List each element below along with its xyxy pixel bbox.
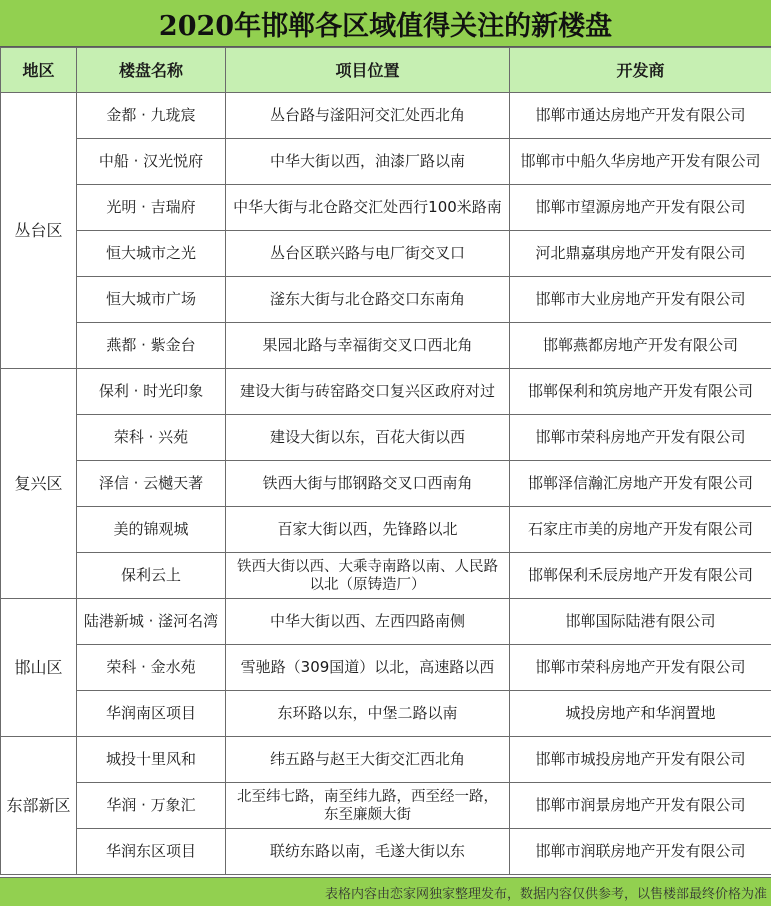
location-cell: [226, 645, 510, 691]
property-name-cell: [77, 783, 226, 829]
location-cell-text: 百家大街以西，先锋路以北: [277, 520, 458, 538]
location-cell-text: 中华大街与北仓路交汇处西行100米路南: [233, 198, 502, 216]
table-row: [1, 93, 771, 139]
developer-cell: [510, 553, 771, 599]
developer-cell: [510, 415, 771, 461]
developer-cell-text: 石家庄市美的房地产开发有限公司: [527, 520, 753, 538]
table-row: [1, 415, 771, 461]
table-row: [1, 691, 771, 737]
property-name-cell: [77, 461, 226, 507]
developer-cell-text: 邯郸国际陆港有限公司: [565, 612, 716, 630]
location-cell: [226, 277, 510, 323]
header-property-name: 楼盘名称: [77, 48, 226, 93]
developer-cell: [510, 645, 771, 691]
developer-cell-text: 邯郸燕都房地产开发有限公司: [542, 336, 738, 354]
property-name-cell: [77, 829, 226, 875]
table-row: [1, 461, 771, 507]
developer-cell-text: 邯郸保利禾辰房地产开发有限公司: [527, 566, 753, 584]
table-row: [1, 139, 771, 185]
table-row: [1, 369, 771, 415]
property-name-cell: [77, 645, 226, 691]
location-cell-text: 铁西大街与邯钢路交叉口西南角: [262, 474, 473, 492]
developer-cell: [510, 231, 771, 277]
developer-cell-text: 城投房地产和华润置地: [565, 704, 716, 722]
property-name-cell: [77, 93, 226, 139]
property-name-cell: [77, 737, 226, 783]
property-name-cell-text: 燕都 · 紫金台: [106, 336, 196, 354]
location-cell: [226, 231, 510, 277]
developer-cell-text: 邯郸市荣科房地产开发有限公司: [535, 658, 746, 676]
location-cell: [226, 415, 510, 461]
location-cell-text: 滏东大街与北仓路交口东南角: [269, 290, 465, 308]
location-cell: [226, 185, 510, 231]
developer-cell-text: 邯郸市城投房地产开发有限公司: [535, 750, 746, 768]
page-title: 2020年邯郸各区域值得关注的新楼盘: [0, 0, 771, 47]
developer-cell-text: 邯郸市大业房地产开发有限公司: [535, 290, 746, 308]
developer-cell: [510, 599, 771, 645]
developer-cell: [510, 277, 771, 323]
property-name-cell: [77, 323, 226, 369]
property-name-cell: [77, 139, 226, 185]
location-cell-text: 丛台区联兴路与电厂街交叉口: [269, 244, 465, 262]
property-name-cell-text: 华润南区项目: [105, 704, 196, 722]
location-cell: [226, 461, 510, 507]
developer-cell-text: 邯郸市润景房地产开发有限公司: [535, 796, 746, 814]
location-cell: [226, 139, 510, 185]
location-cell: [226, 369, 510, 415]
developer-cell-text: 邯郸市望源房地产开发有限公司: [535, 198, 746, 216]
property-name-cell: [77, 415, 226, 461]
header-location: 项目位置: [226, 48, 510, 93]
developer-cell: [510, 507, 771, 553]
property-name-cell-text: 光明 · 吉瑞府: [106, 198, 196, 216]
location-cell-text: 中华大街以西，油漆厂路以南: [269, 152, 465, 170]
property-name-cell: [77, 231, 226, 277]
developer-cell: [510, 139, 771, 185]
property-name-cell: [77, 691, 226, 737]
property-name-cell-text: 城投十里风和: [105, 750, 196, 768]
location-cell: [226, 93, 510, 139]
location-cell-text: 雪驰路（309国道）以北，高速路以西: [240, 658, 495, 676]
property-name-cell-text: 华润 · 万象汇: [106, 796, 196, 814]
property-name-cell-text: 泽信 · 云樾天著: [98, 474, 204, 492]
property-name-cell-text: 恒大城市之光: [105, 244, 196, 262]
location-cell: [226, 783, 510, 829]
property-name-cell: [77, 369, 226, 415]
region-cell: 东部新区: [1, 737, 77, 875]
developer-cell-text: 邯郸市中船久华房地产开发有限公司: [520, 152, 761, 170]
developer-cell-text: 邯郸泽信瀚汇房地产开发有限公司: [527, 474, 753, 492]
location-cell: [226, 553, 510, 599]
developer-cell: [510, 691, 771, 737]
region-cell: 复兴区: [1, 369, 77, 599]
property-name-cell-text: 华润东区项目: [105, 842, 196, 860]
location-cell: [226, 829, 510, 875]
developer-cell: [510, 829, 771, 875]
developer-cell-text: 邯郸市荣科房地产开发有限公司: [535, 428, 746, 446]
region-cell: 邯山区: [1, 599, 77, 737]
location-cell: [226, 599, 510, 645]
footer-note: 表格内容由恋家网独家整理发布，数据内容仅供参考，以售楼部最终价格为准: [0, 877, 771, 906]
table-row: [1, 277, 771, 323]
developer-cell: [510, 369, 771, 415]
location-cell: [226, 507, 510, 553]
property-name-cell: [77, 507, 226, 553]
property-table: [0, 47, 771, 875]
property-name-cell-text: 荣科 · 兴苑: [113, 428, 189, 446]
property-name-cell-text: 保利云上: [120, 566, 181, 584]
property-name-cell-text: 恒大城市广场: [105, 290, 196, 308]
table-row: [1, 783, 771, 829]
location-cell-text: 北至纬七路，南至纬九路，西至经一路，东至廉颇大街: [237, 788, 498, 823]
table-row: [1, 185, 771, 231]
table-row: [1, 829, 771, 875]
header-region: 地区: [1, 48, 77, 93]
location-cell-text: 联纺东路以南，毛遂大街以东: [269, 842, 465, 860]
table-row: [1, 507, 771, 553]
developer-cell: [510, 783, 771, 829]
developer-cell-text: 邯郸市润联房地产开发有限公司: [535, 842, 746, 860]
property-name-cell: [77, 599, 226, 645]
table-row: [1, 231, 771, 277]
table-row: [1, 737, 771, 783]
property-name-cell-text: 陆港新城 · 滏河名湾: [83, 612, 219, 630]
table-row: [1, 645, 771, 691]
header-developer: 开发商: [510, 48, 771, 93]
property-name-cell-text: 荣科 · 金水苑: [106, 658, 196, 676]
location-cell-text: 中华大街以西、左西四路南侧: [269, 612, 465, 630]
developer-cell-text: 河北鼎嘉琪房地产开发有限公司: [535, 244, 746, 262]
location-cell: [226, 323, 510, 369]
location-cell-text: 建设大街与砖窑路交口复兴区政府对过: [239, 382, 495, 400]
developer-cell: [510, 185, 771, 231]
location-cell-text: 丛台路与滏阳河交汇处西北角: [269, 106, 465, 124]
location-cell-text: 东环路以东，中堡二路以南: [277, 704, 458, 722]
property-name-cell: [77, 185, 226, 231]
property-name-cell: [77, 277, 226, 323]
table-row: [1, 323, 771, 369]
table-row: [1, 553, 771, 599]
property-name-cell: [77, 553, 226, 599]
table-row: [1, 599, 771, 645]
location-cell: [226, 737, 510, 783]
property-name-cell-text: 保利 · 时光印象: [98, 382, 204, 400]
table-header-row: [1, 48, 771, 93]
developer-cell-text: 邯郸保利和筑房地产开发有限公司: [527, 382, 753, 400]
property-name-cell-text: 美的锦观城: [113, 520, 189, 538]
developer-cell: [510, 323, 771, 369]
table-body: [1, 93, 771, 875]
location-cell-text: 纬五路与赵王大街交汇西北角: [269, 750, 465, 768]
developer-cell: [510, 737, 771, 783]
developer-cell: [510, 93, 771, 139]
property-name-cell-text: 中船 · 汉光悦府: [98, 152, 204, 170]
location-cell: [226, 691, 510, 737]
developer-cell: [510, 461, 771, 507]
developer-cell-text: 邯郸市通达房地产开发有限公司: [535, 106, 746, 124]
region-cell: 丛台区: [1, 93, 77, 369]
location-cell-text: 果园北路与幸福街交叉口西北角: [262, 336, 473, 354]
location-cell-text: 建设大街以东，百花大街以西: [269, 428, 465, 446]
location-cell-text: 铁西大街以西、大乘寺南路以南、人民路以北（原铸造厂）: [237, 558, 498, 593]
property-name-cell-text: 金都 · 九珑宸: [106, 106, 196, 124]
